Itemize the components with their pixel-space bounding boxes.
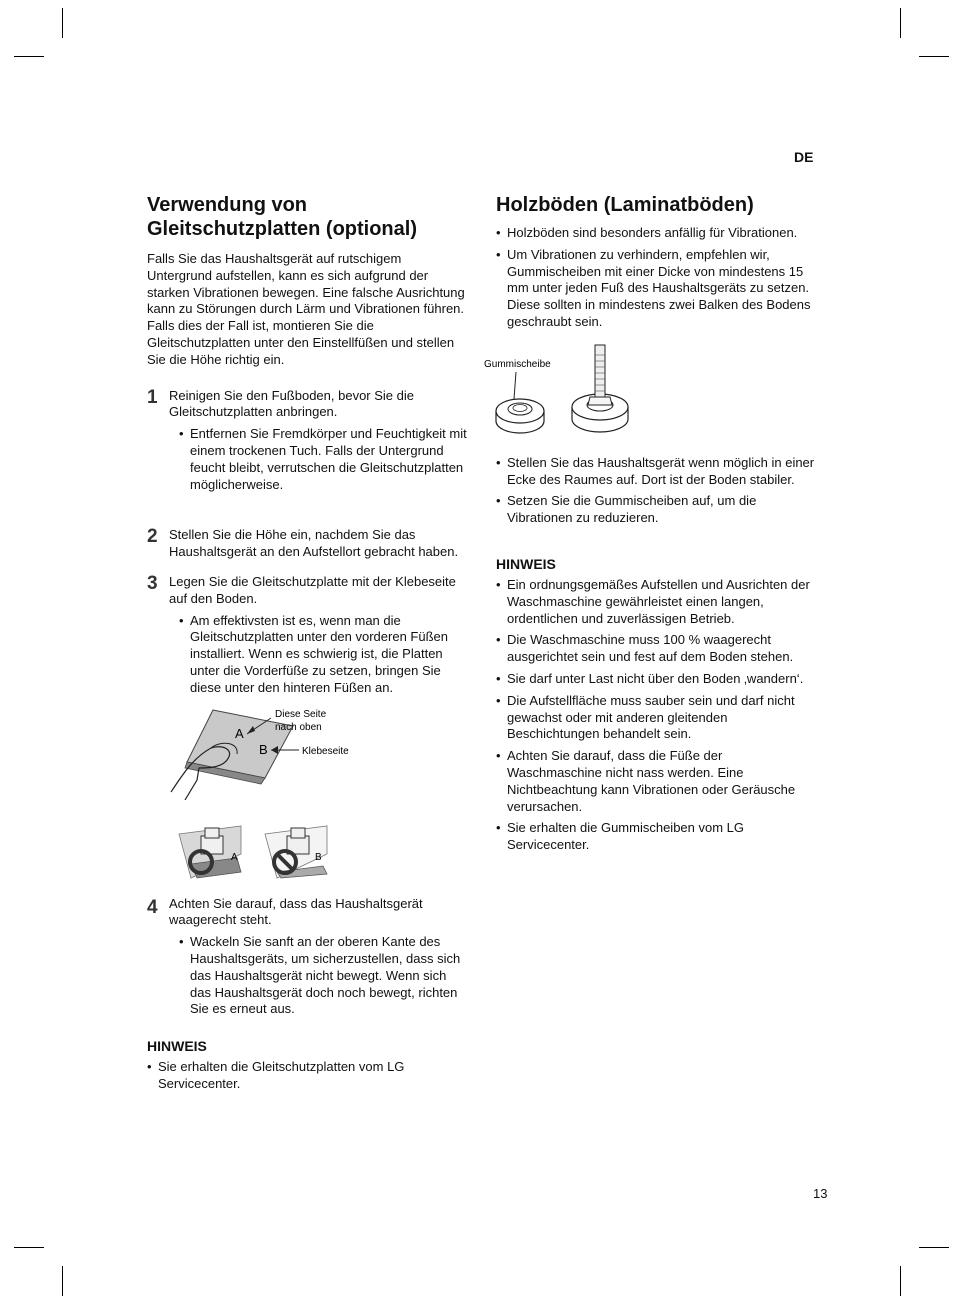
step-bullet: • Wackeln Sie sanft an der oberen Kante des Haushaltsgeräts, um sicherzustellen, dass sich das Haushaltsgerät nicht bewegt. Wenn sich das Haushaltsgerät doch noch bewegt, richten Sie es erneut aus.	[179, 934, 469, 1018]
crop-mark	[62, 8, 63, 38]
note-item: • Sie erhalten die Gummischeiben vom LG Servicecenter.	[496, 820, 818, 854]
feet-illustration	[177, 824, 377, 886]
section-heading-gleitschutz: Verwendung von Gleitschutzplatten (optional)	[147, 194, 417, 240]
list-item: • Setzen Sie die Gummischeiben auf, um die Vibrationen zu reduzieren.	[496, 493, 818, 527]
page-number: 13	[813, 1186, 828, 1201]
note-item: • Ein ordnungsgemäßes Aufstellen und Ausrichten der Waschmaschine gewährleistet einen langen, ordentlichen und zuverlässigen Betrieb.	[496, 577, 818, 627]
pad-label-this-side: Diese Seite	[275, 708, 327, 720]
crop-mark	[14, 56, 44, 57]
list-item: • Stellen Sie das Haushaltsgerät wenn möglich in einer Ecke des Raumes auf. Dort ist der Boden stabiler.	[496, 455, 818, 489]
crop-mark	[900, 8, 901, 38]
crop-mark	[919, 56, 949, 57]
step-number: 3	[147, 572, 158, 594]
list-item: • Holzböden sind besonders anfällig für Vibrationen.	[496, 225, 818, 242]
step-number: 2	[147, 526, 158, 548]
section-heading-holzboeden: Holzböden (Laminatböden)	[496, 194, 754, 216]
crop-mark	[919, 1247, 949, 1248]
step-4	[147, 896, 469, 1019]
note-title: HINWEIS	[496, 555, 556, 572]
pad-label-up: nach oben	[275, 721, 322, 733]
crop-mark	[900, 1266, 901, 1296]
left-column	[147, 193, 469, 1093]
step-2	[147, 527, 469, 561]
note-item: • Sie erhalten die Gleitschutzplatten vom LG Servicecenter.	[147, 1059, 469, 1093]
crop-mark	[14, 1247, 44, 1248]
step-1	[147, 388, 469, 494]
step-number: 1	[147, 386, 158, 408]
note-title: HINWEIS	[147, 1038, 207, 1055]
crop-mark	[62, 1266, 63, 1296]
step-bullet: • Entfernen Sie Fremdkörper und Feuchtigkeit mit einem trockenen Tuch. Falls der Untergrund feucht bleibt, verrutschen die Gleitschutzplatten möglicherweise.	[179, 426, 469, 493]
step-bullet: • Am effektivsten ist es, wenn man die Gleitschutzplatten unter den vorderen Füßen installiert. Wenn es schwierig ist, die Platten unter die Vorderfüße zu setzen, bringen Sie diese unter den hinteren Füßen an.	[179, 613, 469, 697]
pad-side-b-label: B	[259, 741, 268, 757]
step-text: Reinigen Sie den Fußboden, bevor Sie die Gleitschutzplatten anbringen.	[169, 387, 414, 420]
note-item: • Die Aufstellfläche muss sauber sein und darf nicht gewachst oder mit anderen gleitenden Beschichtungen behandelt sein.	[496, 693, 818, 743]
rubber-pad-illustration	[484, 341, 654, 441]
right-column	[484, 193, 818, 854]
rubber-pad-label: Gummischeibe	[484, 358, 551, 370]
note-item: • Die Waschmaschine muss 100 % waagerecht ausgerichtet sein und fest auf dem Boden stehen.	[496, 632, 818, 666]
step-text: Stellen Sie die Höhe ein, nachdem Sie das Haushaltsgerät an den Aufstellort gebracht haben.	[169, 527, 459, 560]
step-text: Legen Sie die Gleitschutzplatte mit der Klebeseite auf den Boden.	[169, 573, 456, 606]
list-item: • Um Vibrationen zu verhindern, empfehlen wir, Gummischeiben mit einer Dicke von mindestens 15 mm unter jeden Fuß des Haushaltsgeräts zu setzen. Diese sollten in mindestens zwei Balken des Bodens geschraubt sein.	[496, 247, 818, 331]
pad-label-adhesive: Klebeseite	[302, 745, 349, 757]
step-text: Achten Sie darauf, dass das Haushaltsgerät waagerecht steht.	[169, 895, 423, 928]
note-item: • Achten Sie darauf, dass die Füße der Waschmaschine nicht nass werden. Eine Nichtbeachtung kann Vibrationen oder Geräusche verursachen.	[496, 748, 818, 815]
pad-illustration	[165, 704, 385, 800]
foot-label-a: A	[231, 851, 238, 863]
intro-paragraph: Falls Sie das Haushaltsgerät auf rutschigem Untergrund aufstellen, kann es sich aufgrund der starken Vibrationen bewegen. Eine falsche Ausrichtung kann zu Störungen durch Lärm und Vibrationen führen. Falls dies der Fall ist, montieren Sie die Gleitschutzplatten unter den Einstellfüßen und stellen Sie die Höhe richtig ein.	[147, 251, 465, 367]
foot-label-b: B	[315, 851, 322, 863]
language-code: DE	[794, 149, 814, 165]
step-3	[147, 574, 469, 697]
step-number: 4	[147, 896, 158, 918]
pad-side-a-label: A	[235, 725, 244, 741]
note-item: • Sie darf unter Last nicht über den Boden ‚wandern‘.	[496, 671, 818, 688]
